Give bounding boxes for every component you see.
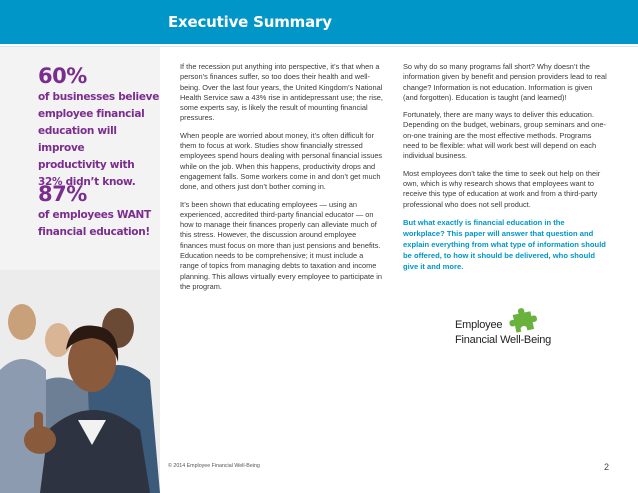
paragraph: If the recession put anything into perspective, it’s that when a person’s finances suffer, so too does their health and well-being. Over the last four years, the United Kingdom’s National Health Service saw a 43% rise in antidepressant use; the rise, some experts say, is likely the result of mounting financial pressures.	[180, 62, 383, 123]
paragraph: Most employees don’t take the time to seek out help on their own, which is why research shows that employees want to receive this type of education at work and from a third-party professional who does not sell product.	[403, 168, 601, 209]
paragraph: It’s been shown that educating employees — using an experienced, accredited third-party financial educator — on how to manage their finances properly can alleviate much of this stress. However, the discussion around employee finances must focus on more than just pensions and benefits. Education needs to be comprehensive; it must include a range of topics from managing debts to taxation and income planning. This allows virtually every employee to participate in the program.	[180, 199, 382, 291]
footer-copyright: © 2014 Employee Financial Well-Being	[168, 463, 260, 469]
paragraph: So why do so many programs fall short? Why doesn’t the information given by benefit and pension providers lead to real change? Information is not education. Information is given (and forgotten). Education is taught (and learned)!	[403, 62, 607, 102]
paragraph: When people are worried about money, it’s often difficult for them to focus at work. Studies show financially stressed employees spend hours dealing with personal financial issues while on the job. When this happens, productivity drops and engagement falls. Some workers come in and don’t get much done, and others just don’t bother coming in.	[180, 130, 383, 192]
logo-text-line1: Employee	[455, 319, 503, 331]
logo-text-line2: Financial Well-Being	[455, 334, 552, 346]
paragraph: Fortunately, there are many ways to deliver this education. Depending on the budget, webinars, group seminars and one-on-one training are the most effective methods. Programs need to be flexible: what will work best will depend on each individual business.	[403, 110, 606, 161]
body-column-right	[403, 62, 608, 279]
puzzle-piece-icon	[508, 305, 540, 335]
page-title: Executive Summary	[168, 13, 332, 31]
employees-photo	[0, 270, 160, 493]
stat-60-percent: 60%	[38, 64, 87, 88]
body-column-left	[180, 62, 383, 299]
page-number: 2	[604, 462, 610, 472]
stat-87-description: of employees WANT financial education!	[38, 209, 151, 238]
callout-text: But what exactly is financial education in the workplace? This paper will answer that question and explain everything from what type of information should be offered, to how it should be delivered, who should give it and more.	[403, 217, 606, 271]
brand-logo	[455, 305, 585, 353]
stat-60-description: of businesses believe employee financial education will improve productivity with 32% didn’t know.	[38, 91, 160, 188]
stat-87-percent: 87%	[38, 182, 87, 206]
